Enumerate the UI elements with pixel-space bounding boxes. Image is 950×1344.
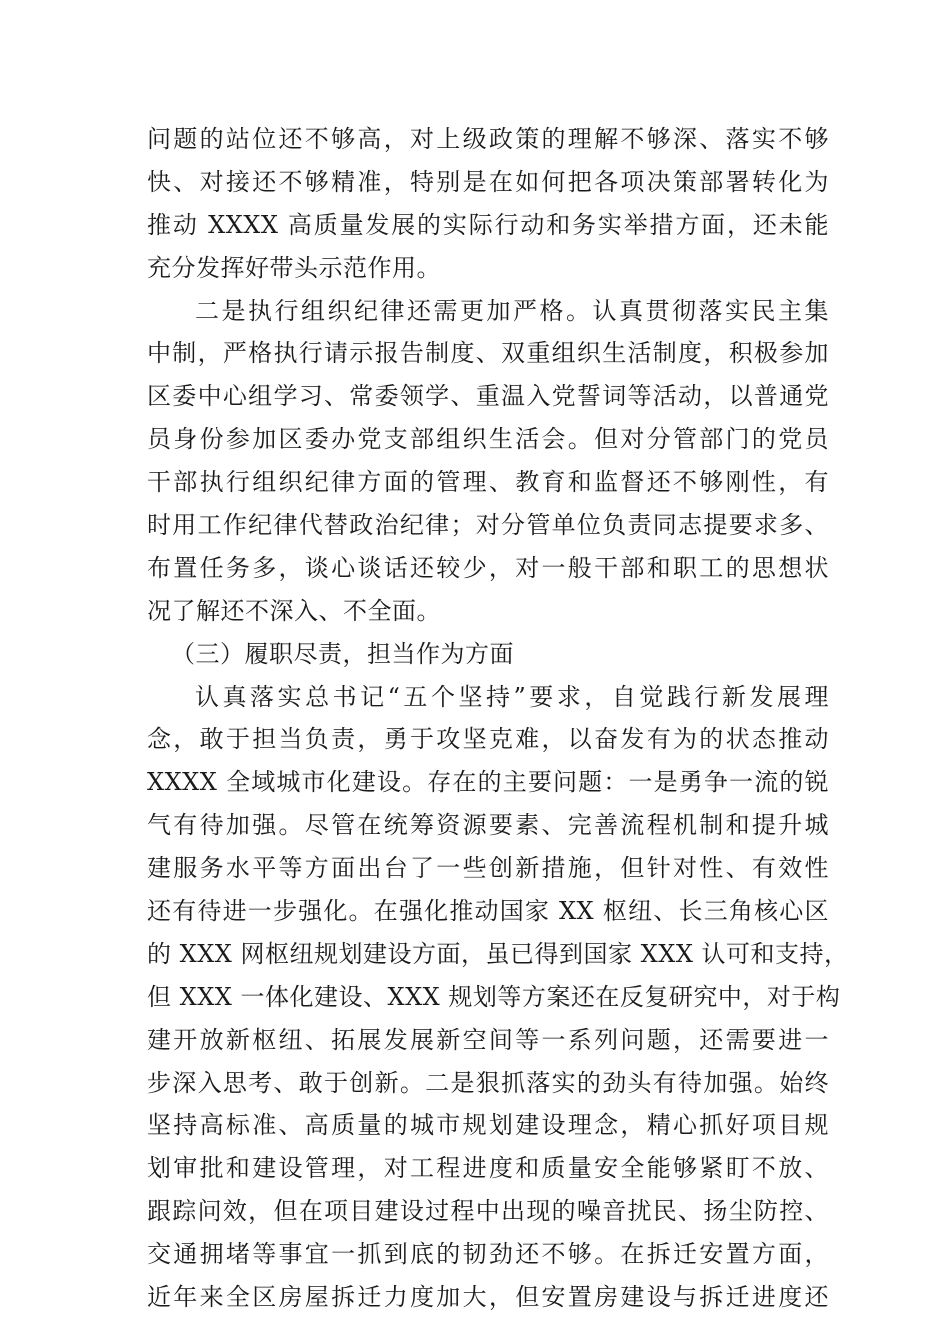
text-line: 区委中心组学习、常委领学、重温入党誓词等活动，以普通党 <box>147 382 829 411</box>
text-line: 充分发挥好带头示范作用。 <box>147 253 441 282</box>
text-line: 步深入思考、敢于创新。二是狠抓落实的劲头有待加强。始终 <box>147 1068 829 1097</box>
text-line: 员身份参加区委办党支部组织生活会。但对分管部门的党员 <box>147 425 829 454</box>
text-line: 况了解还不深入、不全面。 <box>147 596 441 625</box>
text-line: 但 XXX 一体化建设、XXX 规划等方案还在反复研究中，对于构 <box>147 982 841 1011</box>
text-line: 坚持高标准、高质量的城市规划建设理念，精心抓好项目规 <box>147 1111 829 1140</box>
text-line: 干部执行组织纪律方面的管理、教育和监督还不够刚性，有 <box>147 468 829 497</box>
text-line: 建服务水平等方面出台了一些创新措施，但针对性、有效性 <box>147 854 829 883</box>
text-line: 中制，严格执行请示报告制度、双重组织生活制度，积极参加 <box>147 339 829 368</box>
text-line: 时用工作纪律代替政治纪律；对分管单位负责同志提要求多、 <box>147 511 829 540</box>
paragraph-first-line: 二是执行组织纪律还需更加严格。认真贯彻落实民主集 <box>195 296 829 325</box>
document-body <box>147 118 849 1319</box>
text-line: 还有待进一步强化。在强化推动国家 XX 枢纽、长三角核心区 <box>147 897 829 926</box>
text-line: XXXX 全域城市化建设。存在的主要问题：一是勇争一流的锐 <box>147 768 829 797</box>
text-line: 划审批和建设管理，对工程进度和质量安全能够紧盯不放、 <box>147 1154 829 1183</box>
paragraph-first-line: 认真落实总书记“五个坚持”要求，自觉践行新发展理 <box>195 682 829 711</box>
text-line: 气有待加强。尽管在统筹资源要素、完善流程机制和提升城 <box>147 811 829 840</box>
text-line: 近年来全区房屋拆迁力度加大，但安置房建设与拆迁进度还 <box>147 1283 829 1312</box>
text-line: 的 XXX 网枢纽规划建设方面，虽已得到国家 XXX 认可和支持， <box>147 939 849 968</box>
section-heading: （三）履职尽责，担当作为方面 <box>171 639 514 668</box>
text-line: 推动 XXXX 高质量发展的实际行动和务实举措方面，还未能 <box>147 210 829 239</box>
text-line: 跟踪问效，但在项目建设过程中出现的噪音扰民、扬尘防控、 <box>147 1197 829 1226</box>
text-line: 交通拥堵等事宜一抓到底的韧劲还不够。在拆迁安置方面， <box>147 1240 829 1269</box>
text-line: 念，敢于担当负责，勇于攻坚克难，以奋发有为的状态推动 <box>147 725 829 754</box>
text-line: 布置任务多，谈心谈话还较少，对一般干部和职工的思想状 <box>147 553 829 582</box>
text-line: 快、对接还不够精准，特别是在如何把各项决策部署转化为 <box>147 167 829 196</box>
text-line: 问题的站位还不够高，对上级政策的理解不够深、落实不够 <box>147 125 829 153</box>
text-line: 建开放新枢纽、拓展发展新空间等一系列问题，还需要进一 <box>147 1025 829 1054</box>
